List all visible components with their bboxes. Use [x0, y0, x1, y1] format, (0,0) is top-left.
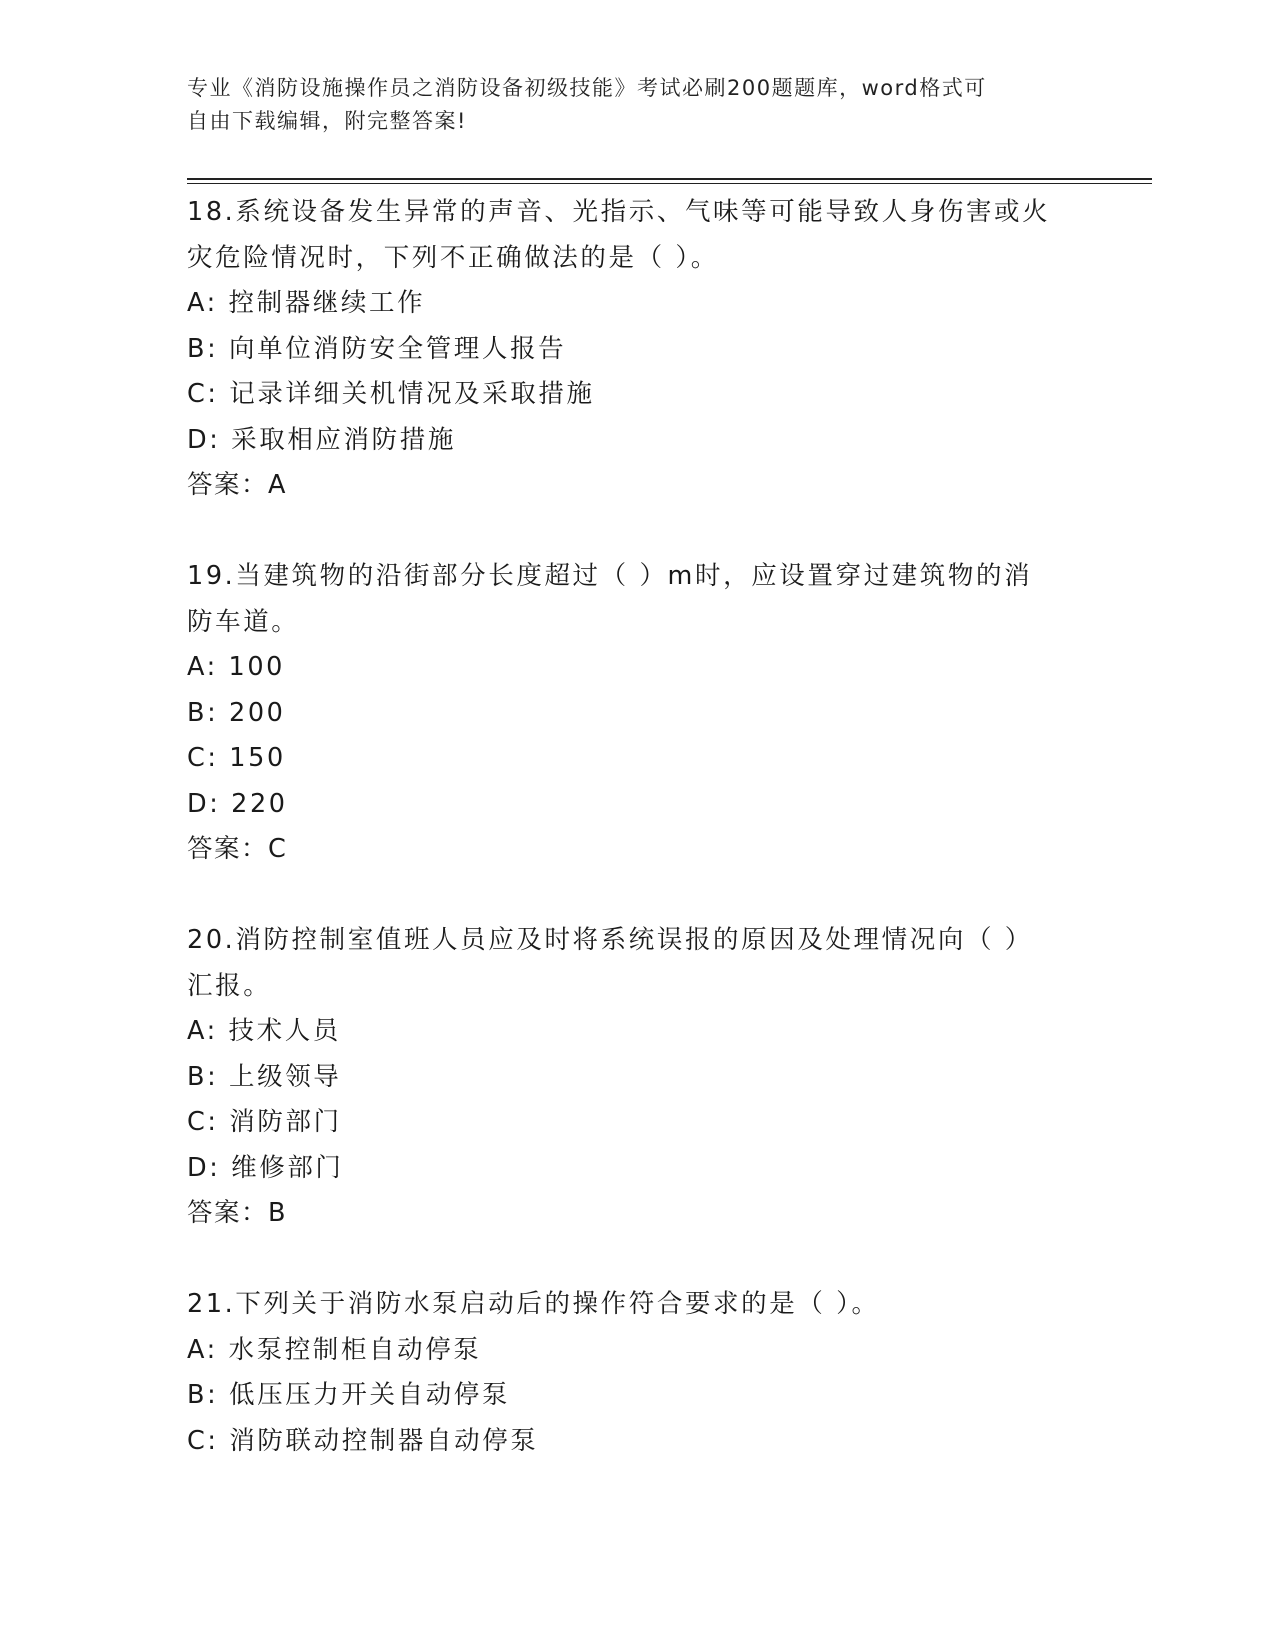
question-spacer — [187, 509, 1087, 555]
question-stem-continued: 灾危险情况时，下列不正确做法的是（ ）。 — [187, 242, 719, 273]
option-b: B: 上级领导 — [187, 1061, 342, 1092]
question-list — [187, 190, 1087, 1464]
option-c: C: 记录详细关机情况及采取措施 — [187, 379, 595, 409]
question-spacer — [187, 873, 1087, 919]
question-stem-continued: 防车道。 — [187, 606, 300, 637]
answer-line: 答案：C — [187, 834, 288, 864]
question-18 — [187, 190, 1087, 554]
option-b: B: 向单位消防安全管理人报告 — [187, 333, 567, 364]
option-d: D: 维修部门 — [187, 1152, 344, 1183]
option-d: D: 220 — [187, 788, 288, 819]
option-b: B: 200 — [187, 697, 286, 728]
document-header — [187, 72, 1067, 138]
question-stem: 20.消防控制室值班人员应及时将系统误报的原因及处理情况向（ ） — [187, 925, 1033, 955]
header-line-2: 自由下载编辑，附完整答案! — [187, 109, 467, 133]
question-20 — [187, 918, 1087, 1282]
option-a: A: 水泵控制柜自动停泵 — [187, 1334, 482, 1365]
option-a: A: 技术人员 — [187, 1016, 341, 1046]
option-a: A: 控制器继续工作 — [187, 288, 426, 318]
question-stem-continued: 汇报。 — [187, 970, 272, 1001]
option-c: C: 150 — [187, 743, 286, 773]
option-b: B: 低压压力开关自动停泵 — [187, 1380, 510, 1410]
question-stem: 21.下列关于消防水泵启动后的操作符合要求的是（ ）。 — [187, 1289, 880, 1319]
option-c: C: 消防部门 — [187, 1107, 342, 1137]
header-divider-thick — [187, 178, 1152, 180]
answer-line: 答案：A — [187, 470, 287, 500]
header-divider-thin — [187, 183, 1152, 184]
question-21 — [187, 1282, 1087, 1464]
header-line-1: 专业《消防设施操作员之消防设备初级技能》考试必刷200题题库，word格式可 — [187, 76, 987, 100]
question-stem: 18.系统设备发生异常的声音、光指示、气味等可能导致人身伤害或火 — [187, 197, 1051, 227]
question-stem: 19.当建筑物的沿街部分长度超过（ ）m时，应设置穿过建筑物的消 — [187, 561, 1033, 591]
option-d: D: 采取相应消防措施 — [187, 424, 456, 455]
answer-line: 答案：B — [187, 1198, 287, 1228]
option-c: C: 消防联动控制器自动停泵 — [187, 1425, 539, 1456]
question-19 — [187, 554, 1087, 918]
option-a: A: 100 — [187, 652, 285, 682]
question-spacer — [187, 1237, 1087, 1283]
